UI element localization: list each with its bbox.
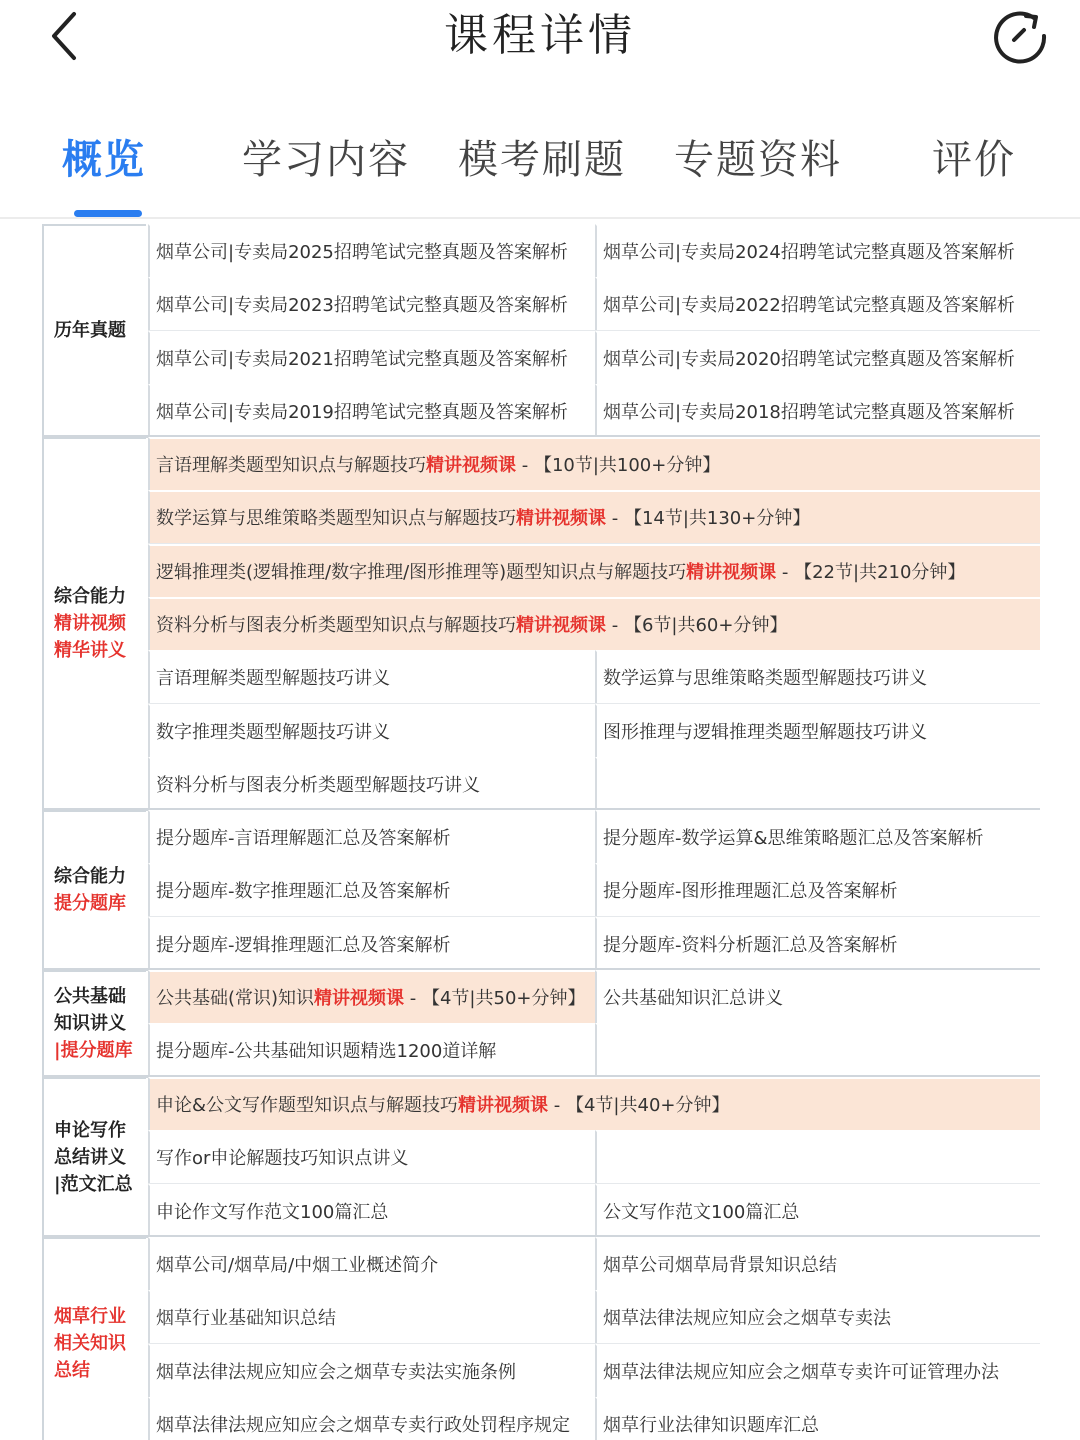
course-item-link[interactable]	[148, 490, 1040, 543]
section-label-line: 综合能力	[54, 866, 126, 887]
course-item-link[interactable]: 烟草法律法规应知应会之烟草专卖许可证管理办法	[595, 1344, 1040, 1397]
section-label	[42, 1077, 146, 1237]
table-row	[148, 331, 1040, 384]
section-3	[42, 810, 1040, 970]
table-row	[148, 650, 1040, 703]
course-item-link[interactable]: 申论作文写作范文100篇汇总	[148, 1184, 595, 1237]
video-course-tag: 精讲视频课	[516, 508, 606, 529]
course-item-link[interactable]	[148, 437, 1040, 490]
table-row	[148, 1237, 1040, 1290]
video-course-tag: 精讲视频课	[686, 562, 777, 583]
course-item-link[interactable]: 烟草公司/烟草局/中烟工业概述简介	[148, 1237, 595, 1290]
course-item-link[interactable]: 提分题库-数字推理题汇总及答案解析	[148, 863, 595, 916]
tab-topic-materials[interactable]: 专题资料	[674, 137, 842, 183]
course-item-link[interactable]: 烟草公司烟草局背景知识总结	[595, 1237, 1040, 1290]
table-row	[148, 970, 1040, 1023]
table-row	[148, 544, 1040, 597]
section-label-line: 总结讲义	[54, 1146, 126, 1168]
course-item-link[interactable]	[148, 970, 595, 1023]
item-duration: - 【10节|共100+分钟】	[516, 455, 721, 476]
table-row	[148, 1290, 1040, 1343]
section-label	[42, 810, 146, 970]
active-tab-indicator	[74, 210, 142, 217]
tab-mock-exam[interactable]: 模考刷题	[458, 137, 626, 183]
table-row	[148, 1077, 1040, 1130]
section-label-line: |提分题库	[54, 1040, 133, 1061]
course-item-link[interactable]: 公共基础知识汇总讲义	[595, 970, 1040, 1023]
course-item-link[interactable]: 烟草法律法规应知应会之烟草专卖法实施条例	[148, 1344, 595, 1397]
course-item-link[interactable]: 写作or申论解题技巧知识点讲义	[148, 1130, 595, 1183]
item-duration: - 【14节|共130+分钟】	[606, 508, 811, 529]
course-item-link[interactable]: 提分题库-数学运算&思维策略题汇总及答案解析	[595, 810, 1040, 863]
table-row	[148, 1344, 1040, 1397]
section-label-line: 总结	[54, 1360, 90, 1381]
empty-cell	[595, 1130, 1040, 1183]
empty-cell	[595, 1023, 1040, 1076]
table-row	[148, 1023, 1040, 1076]
course-item-link[interactable]: 提分题库-资料分析题汇总及答案解析	[595, 917, 1040, 970]
table-row	[148, 1130, 1040, 1183]
table-row	[148, 597, 1040, 650]
item-title: 逻辑推理类(逻辑推理/数字推理/图形推理等)题型知识点与解题技巧	[156, 562, 687, 583]
video-course-tag: 精讲视频课	[426, 455, 516, 476]
course-item-link[interactable]: 烟草公司|专卖局2025招聘笔试完整真题及答案解析	[148, 224, 595, 277]
section-label-line: 提分题库	[54, 893, 126, 914]
course-item-link[interactable]: 提分题库-言语理解题汇总及答案解析	[148, 810, 595, 863]
course-item-link[interactable]: 烟草公司|专卖局2018招聘笔试完整真题及答案解析	[595, 384, 1040, 437]
course-item-link[interactable]: 资料分析与图表分析类题型解题技巧讲义	[148, 757, 595, 810]
section-6	[42, 1237, 1040, 1440]
course-item-link[interactable]	[148, 544, 1040, 597]
section-2	[42, 437, 1040, 810]
course-item-link[interactable]: 烟草行业法律知识题库汇总	[595, 1397, 1040, 1440]
table-row	[148, 1184, 1040, 1237]
course-item-link[interactable]: 言语理解类题型解题技巧讲义	[148, 650, 595, 703]
table-row	[148, 277, 1040, 330]
course-item-link[interactable]: 公文写作范文100篇汇总	[595, 1184, 1040, 1237]
refresh-button[interactable]	[990, 6, 1050, 66]
section-5	[42, 1077, 1040, 1237]
item-duration: - 【4节|共40+分钟】	[548, 1095, 730, 1116]
course-item-link[interactable]: 数学运算与思维策略类题型解题技巧讲义	[595, 650, 1040, 703]
course-item-link[interactable]: 烟草公司|专卖局2022招聘笔试完整真题及答案解析	[595, 277, 1040, 330]
section-label-line: |范文汇总	[54, 1173, 133, 1195]
video-course-tag: 精讲视频课	[314, 988, 405, 1009]
course-item-link[interactable]: 烟草公司|专卖局2021招聘笔试完整真题及答案解析	[148, 331, 595, 384]
course-item-link[interactable]: 烟草公司|专卖局2019招聘笔试完整真题及答案解析	[148, 384, 595, 437]
refresh-icon	[990, 6, 1050, 66]
section-label	[42, 1237, 146, 1440]
course-item-link[interactable]: 烟草公司|专卖局2023招聘笔试完整真题及答案解析	[148, 277, 595, 330]
section-label-line: 精讲视频	[54, 613, 126, 634]
section-label-line: 公共基础	[54, 986, 126, 1007]
empty-cell	[595, 757, 1040, 810]
item-title: 申论&公文写作题型知识点与解题技巧	[156, 1095, 459, 1116]
table-row	[148, 917, 1040, 970]
tab-reviews[interactable]: 评价	[932, 137, 1016, 183]
course-item-link[interactable]: 提分题库-逻辑推理题汇总及答案解析	[148, 917, 595, 970]
course-item-link[interactable]: 提分题库-图形推理题汇总及答案解析	[595, 863, 1040, 916]
video-course-tag: 精讲视频课	[516, 615, 606, 636]
table-row	[148, 863, 1040, 916]
table-row	[148, 437, 1040, 490]
course-item-link[interactable]	[148, 1077, 1040, 1130]
section-label-line: 知识讲义	[54, 1013, 126, 1034]
course-item-link[interactable]: 图形推理与逻辑推理类题型解题技巧讲义	[595, 704, 1040, 757]
section-label-line: 烟草行业	[54, 1306, 126, 1327]
item-title: 数学运算与思维策略类题型知识点与解题技巧	[156, 508, 516, 529]
table-row	[148, 384, 1040, 437]
course-item-link[interactable]: 烟草公司|专卖局2024招聘笔试完整真题及答案解析	[595, 224, 1040, 277]
section-label-line: 申论写作	[54, 1119, 126, 1141]
tab-learning-content[interactable]: 学习内容	[242, 137, 410, 183]
table-row	[148, 704, 1040, 757]
section-1	[42, 224, 1040, 437]
section-label	[42, 224, 146, 437]
video-course-tag: 精讲视频课	[458, 1095, 549, 1116]
top-bar	[0, 0, 1080, 90]
section-label-line: 综合能力	[54, 586, 126, 607]
course-item-link[interactable]: 提分题库-公共基础知识题精选1200道详解	[148, 1023, 595, 1076]
section-label	[42, 970, 146, 1077]
tabs-divider	[0, 217, 1080, 219]
item-title: 言语理解类题型知识点与解题技巧	[156, 455, 426, 476]
course-item-link[interactable]	[148, 597, 1040, 650]
item-duration: - 【22节|共210分钟】	[776, 562, 966, 583]
item-duration: - 【6节|共60+分钟】	[606, 615, 788, 636]
table-row	[148, 757, 1040, 810]
item-title: 公共基础(常识)知识	[156, 988, 315, 1009]
page-title: 课程详情	[444, 10, 636, 61]
section-label-line: 历年真题	[54, 320, 126, 341]
course-overview-table	[42, 224, 1040, 1440]
course-item-link[interactable]: 烟草法律法规应知应会之烟草专卖法	[595, 1290, 1040, 1343]
course-item-link[interactable]: 烟草行业基础知识总结	[148, 1290, 595, 1343]
course-item-link[interactable]: 数字推理类题型解题技巧讲义	[148, 704, 595, 757]
table-row	[148, 490, 1040, 543]
section-label	[42, 437, 146, 810]
item-duration: - 【4节|共50+分钟】	[404, 988, 586, 1009]
course-item-link[interactable]: 烟草公司|专卖局2020招聘笔试完整真题及答案解析	[595, 331, 1040, 384]
course-item-link[interactable]: 烟草法律法规应知应会之烟草专卖行政处罚程序规定	[148, 1397, 595, 1440]
tab-bar	[0, 118, 1080, 218]
table-row	[148, 224, 1040, 277]
section-4	[42, 970, 1040, 1077]
item-title: 资料分析与图表分析类题型知识点与解题技巧	[156, 615, 516, 636]
table-row	[148, 810, 1040, 863]
section-label-line: 相关知识	[54, 1333, 126, 1354]
section-label-line: 精华讲义	[54, 640, 126, 661]
tab-overview[interactable]: 概览	[62, 137, 146, 183]
table-row	[148, 1397, 1040, 1440]
